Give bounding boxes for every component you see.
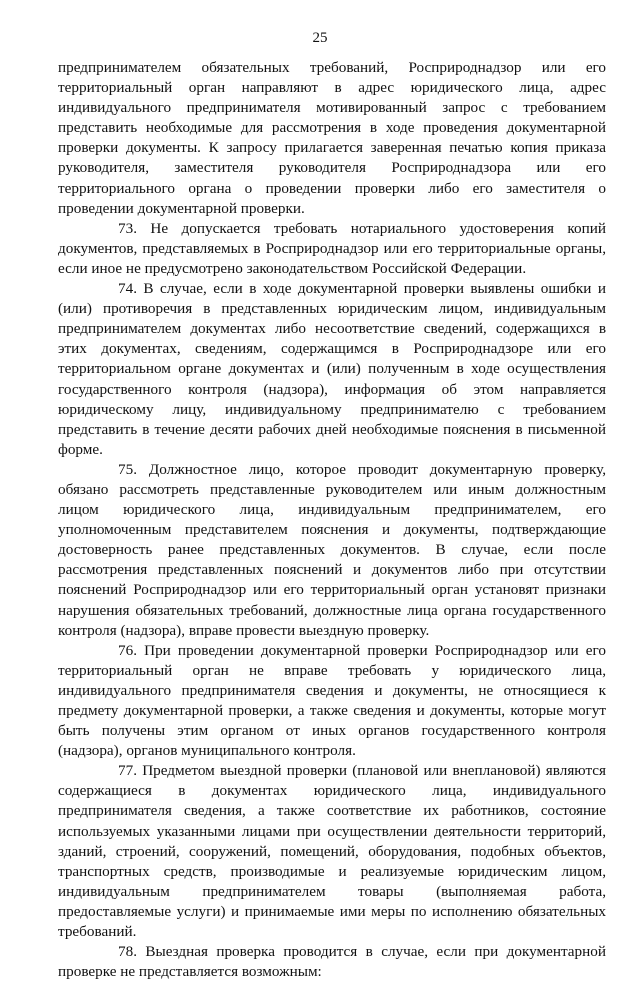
paragraph-77: 77. Предметом выездной проверки (плановой или внеплановой) являются содержащиеся в документах юридического лица, индивидуального предпринимателя сведения, а также соответствие их работников, состояние используемых указанными лицами при осуществлении деятельности территорий, зданий, строений, сооружений, помещений, оборудования, подобных объектов, транспортных средств, производимые и реализуемые юридическим лицом, индивидуальным предпринимателем товары (выполняемая работа, предоставляемые услуги) и принимаемые ими меры по исполнению обязательных требований. xyxy=(58,762,606,941)
body-text xyxy=(58,58,606,982)
paragraph-continuation: предпринимателем обязательных требований, Росприроднадзор или его территориальный орган направляют в адрес юридического лица, адрес индивидуального предпринимателя мотивированный запрос с требованием представить необходимые для рассмотрения в ходе проведения документарной проверки документы. К запросу прилагается заверенная печатью копия приказа руководителя, заместителя руководителя Росприроднадзора или его территориального органа о проведении проверки либо его заместителя о проведении документарной проверки. xyxy=(58,59,606,217)
paragraph-78: 78. Выездная проверка проводится в случае, если при документарной проверке не представляется возможным: xyxy=(58,943,606,981)
paragraph-73: 73. Не допускается требовать нотариального удостоверения копий документов, представляемых в Росприроднадзор или его территориальные органы, если иное не предусмотрено законодательством Российской Федерации. xyxy=(58,219,606,277)
page-number: 25 xyxy=(312,30,328,46)
paragraph-75: 75. Должностное лицо, которое проводит документарную проверку, обязано рассмотреть представленные руководителем или иным должностным лицом юридического лица, индивидуальным предпринимателем, его уполномоченным представителем пояснения и документы, подтверждающие достоверность ранее представленных документов. В случае, если после рассмотрения представленных пояснений и документов либо при отсутствии пояснений Росприроднадзор или его территориальный орган установят признаки нарушения обязательных требований, должностные лица органа государственного контроля (надзора), вправе провести выездную проверку. xyxy=(58,460,606,639)
paragraph-76: 76. При проведении документарной проверки Росприроднадзор или его территориальный орган не вправе требовать у юридического лица, индивидуального предпринимателя сведения и документы, не относящиеся к предмету документарной проверки, а также сведения и документы, которые могут быть получены этим органом от иных органов государственного контроля (надзора), органов муниципального контроля. xyxy=(58,641,606,760)
paragraph-74: 74. В случае, если в ходе документарной проверки выявлены ошибки и (или) противоречия в представленных юридическим лицом, индивидуальным предпринимателем документах либо несоответствие сведений, содержащихся в этих документах, сведениям, содержащимся в Росприроднадзоре или его территориальном органе документах и (или) полученным в ходе осуществления государственного контроля (надзора), информация об этом направляется юридическому лицу, индивидуальному предпринимателю с требованием представить в течение десяти рабочих дней необходимые пояснения в письменной форме. xyxy=(58,280,606,458)
